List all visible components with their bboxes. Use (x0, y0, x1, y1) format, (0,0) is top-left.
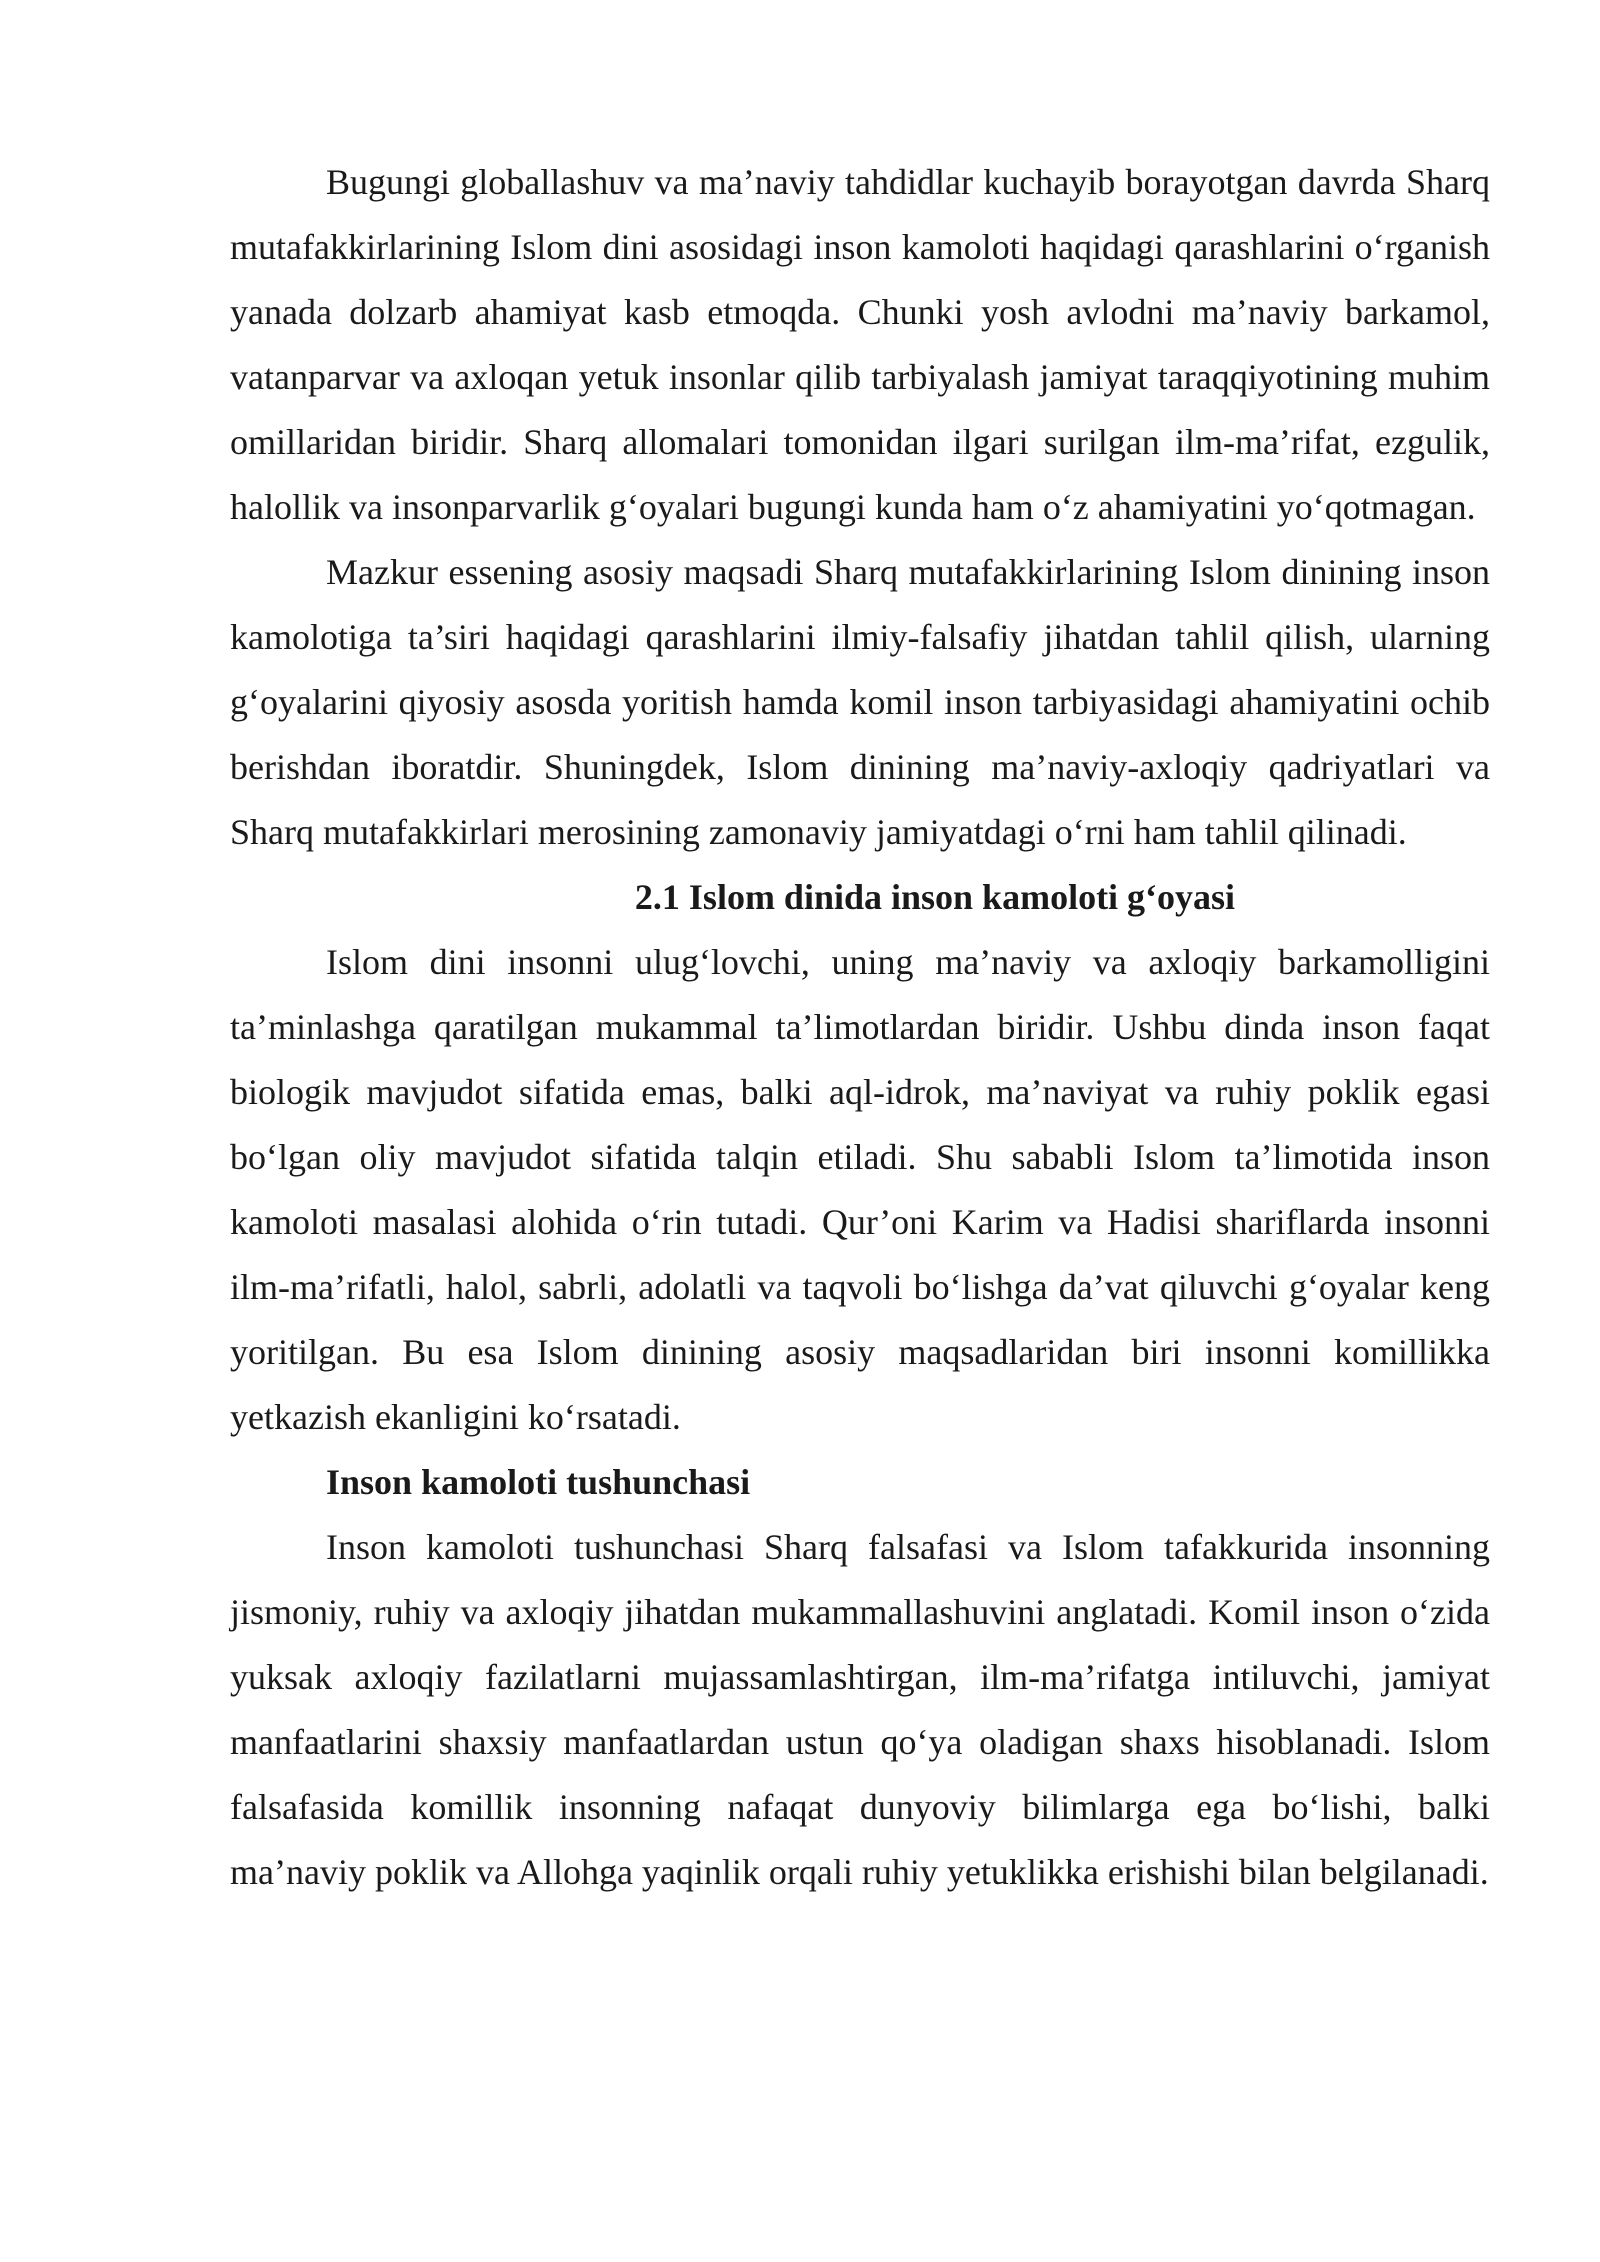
body-paragraph: Bugungi globallashuv va ma’naviy tahdidlar kuchayib borayotgan davrda Sharq mutafakkirlarining Islom dini asosidagi inson kamoloti haqidagi qarashlarini o‘rganish yanada dolzarb ahamiyat kasb etmoqda. Chunki yosh avlodni ma’naviy barkamol, vatanparvar va axloqan yetuk insonlar qilib tarbiyalash jamiyat taraqqiyotining muhim omillaridan biridir. Sharq allomalari tomonidan ilgari surilgan ilm-ma’rifat, ezgulik, halollik va insonparvarlik g‘oyalari bugungi kunda ham o‘z ahamiyatini yo‘qotmagan. (230, 162, 1490, 527)
body-paragraph: Islom dini insonni ulug‘lovchi, uning ma’naviy va axloqiy barkamolligini ta’minlashga qaratilgan mukammal ta’limotlardan biridir. Ushbu dinda inson faqat biologik mavjudot sifatida emas, balki aql-idrok, ma’naviyat va ruhiy poklik egasi bo‘lgan oliy mavjudot sifatida talqin etiladi. Shu sababli Islom ta’limotida inson kamoloti masalasi alohida o‘rin tutadi. Qur’oni Karim va Hadisi shariflarda insonni ilm-ma’rifatli, halol, sabrli, adolatli va taqvoli bo‘lishga da’vat qiluvchi g‘oyalar keng yoritilgan. Bu esa Islom dinining asosiy maqsadlaridan biri insonni komillikka yetkazish ekanligini ko‘rsatadi. (230, 942, 1490, 1437)
body-paragraph: Inson kamoloti tushunchasi Sharq falsafasi va Islom tafakkurida insonning jismoniy, ruhiy va axloqiy jihatdan mukammallashuvini anglatadi. Komil inson o‘zida yuksak axloqiy fazilatlarni mujassamlashtirgan, ilm-ma’rifatga intiluvchi, jamiyat manfaatlarini shaxsiy manfaatlardan ustun qo‘ya oladigan shaxs hisoblanadi. Islom falsafasida komillik insonning nafaqat dunyoviy bilimlarga ega bo‘lishi, balki ma’naviy poklik va Allohga yaqinlik orqali ruhiy yetuklikka erishishi bilan belgilanadi. (230, 1527, 1490, 1892)
subheading: Inson kamoloti tushunchasi (326, 1462, 751, 1502)
section-heading: 2.1 Islom dinida inson kamoloti g‘oyasi (634, 877, 1236, 917)
body-paragraph: Mazkur essening asosiy maqsadi Sharq mutafakkirlarining Islom dinining inson kamolotiga ta’siri haqidagi qarashlarini ilmiy-falsafiy jihatdan tahlil qilish, ularning g‘oyalarini qiyosiy asosda yoritish hamda komil inson tarbiyasidagi ahamiyatini ochib berishdan iboratdir. Shuningdek, Islom dinining ma’naviy-axloqiy qadriyatlari va Sharq mutafakkirlari merosining zamonaviy jamiyatdagi o‘rni ham tahlil qilinadi. (230, 552, 1490, 852)
document-page (230, 150, 1490, 1905)
